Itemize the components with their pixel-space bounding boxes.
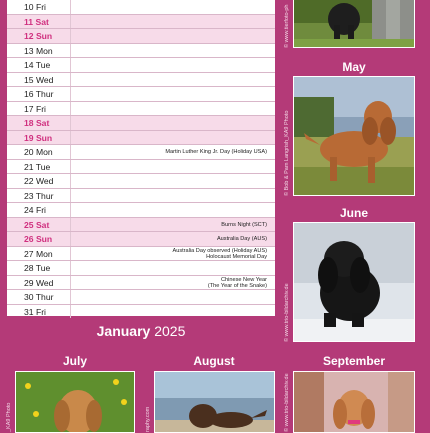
day-row [7, 160, 275, 175]
column-divider [70, 15, 71, 29]
photo-april-dog [293, 0, 415, 48]
column-divider [70, 203, 71, 217]
photo-credit-may: © Bob & Pam Langrish_KA9 Photo [284, 110, 290, 196]
column-divider [70, 58, 71, 72]
day-label: 31 Fri [24, 306, 46, 317]
day-label: 27 Mon [24, 248, 53, 259]
column-divider [70, 131, 71, 145]
month-label-august: August [193, 354, 235, 368]
month-label-july: July [62, 354, 87, 368]
day-label: 22 Wed [24, 176, 54, 186]
column-divider [70, 189, 71, 203]
day-label: 24 Fri [24, 205, 46, 215]
photo-september-dog [293, 371, 415, 433]
day-label: 25 Sat [24, 219, 50, 230]
column-divider [70, 305, 71, 319]
month-banner [7, 318, 275, 344]
event-text: Holocaust Memorial Day [206, 253, 267, 260]
column-divider [70, 44, 71, 58]
day-row [7, 203, 275, 218]
day-label: 21 Tue [24, 161, 51, 172]
day-label: 17 Fri [24, 103, 46, 114]
day-row [7, 305, 275, 320]
column-divider [70, 276, 71, 290]
photo-credit-june: © www.trio-bildarchiv.de [284, 283, 290, 342]
day-label: 11 Sat [24, 16, 49, 27]
day-label: 20 Mon [24, 147, 53, 157]
day-label: 30 Thur [24, 292, 54, 302]
day-row [7, 218, 275, 233]
day-events [217, 236, 267, 242]
day-label: 12 Sun [24, 31, 53, 41]
day-row [7, 290, 275, 305]
month-label-may: May [342, 60, 366, 74]
day-row [7, 145, 275, 160]
day-row [7, 0, 275, 15]
day-row [7, 261, 275, 276]
event-text: Martin Luther King Jr. Day (Holiday USA) [165, 149, 267, 155]
column-divider [70, 73, 71, 87]
column-divider [70, 174, 71, 188]
day-row [7, 131, 275, 146]
column-divider [70, 218, 71, 232]
photo-june-dog [293, 222, 415, 342]
event-text: (The Year of the Snake) [207, 282, 267, 289]
month-label-september: September [322, 354, 386, 368]
event-text: Australia Day observed (Holiday AUS) [172, 247, 267, 254]
day-label: 19 Sun [24, 132, 53, 143]
day-row [7, 87, 275, 102]
day-row [7, 15, 275, 30]
day-row [7, 58, 275, 73]
day-label: 14 Tue [24, 60, 51, 70]
photo-credit-august: raphy.com [145, 406, 151, 432]
event-text: Australia Day (AUS) [216, 236, 267, 242]
day-label: 18 Sat [24, 118, 50, 128]
column-divider [70, 116, 71, 130]
column-divider [70, 232, 71, 246]
column-divider [70, 290, 71, 304]
calendar-panel [7, 0, 275, 316]
day-label: 15 Wed [24, 74, 54, 85]
photo-credit-april: © www.tierfoto-ph [284, 4, 290, 48]
day-label: 26 Sun [24, 234, 53, 244]
column-divider [70, 102, 71, 116]
day-events [221, 222, 267, 228]
day-row [7, 247, 275, 262]
month-label-june: June [339, 206, 368, 220]
photo-july-dog [15, 371, 135, 433]
column-divider [70, 160, 71, 174]
month-title [7, 323, 275, 339]
day-events [172, 248, 267, 260]
photo-credit-july: _KA9 Photo [6, 402, 12, 432]
photo-may-dog [293, 76, 415, 196]
day-events [208, 277, 267, 289]
year: 2025 [154, 323, 186, 339]
column-divider [70, 145, 71, 159]
day-row [7, 232, 275, 247]
day-row [7, 29, 275, 44]
column-divider [70, 247, 71, 261]
column-divider [70, 29, 71, 43]
column-divider [70, 87, 71, 101]
month-name: January [96, 323, 151, 339]
day-label: 16 Thur [24, 89, 54, 99]
photo-credit-september: © www.trio-bildarchiv.de [284, 373, 290, 432]
event-text: Chinese New Year [220, 276, 267, 283]
day-row [7, 189, 275, 204]
day-label: 13 Mon [24, 45, 53, 56]
column-divider [70, 0, 71, 14]
day-label: 10 Fri [24, 2, 46, 12]
event-text: Burns Night (SCT) [221, 221, 267, 228]
day-events [165, 149, 267, 155]
photo-august-dog [154, 371, 275, 433]
day-label: 29 Wed [24, 277, 54, 288]
day-row [7, 276, 275, 291]
day-row [7, 102, 275, 117]
day-row [7, 44, 275, 59]
day-row [7, 116, 275, 131]
day-row [7, 174, 275, 189]
day-label: 23 Thur [24, 190, 54, 201]
column-divider [70, 261, 71, 275]
day-label: 28 Tue [24, 263, 51, 273]
day-row [7, 73, 275, 88]
